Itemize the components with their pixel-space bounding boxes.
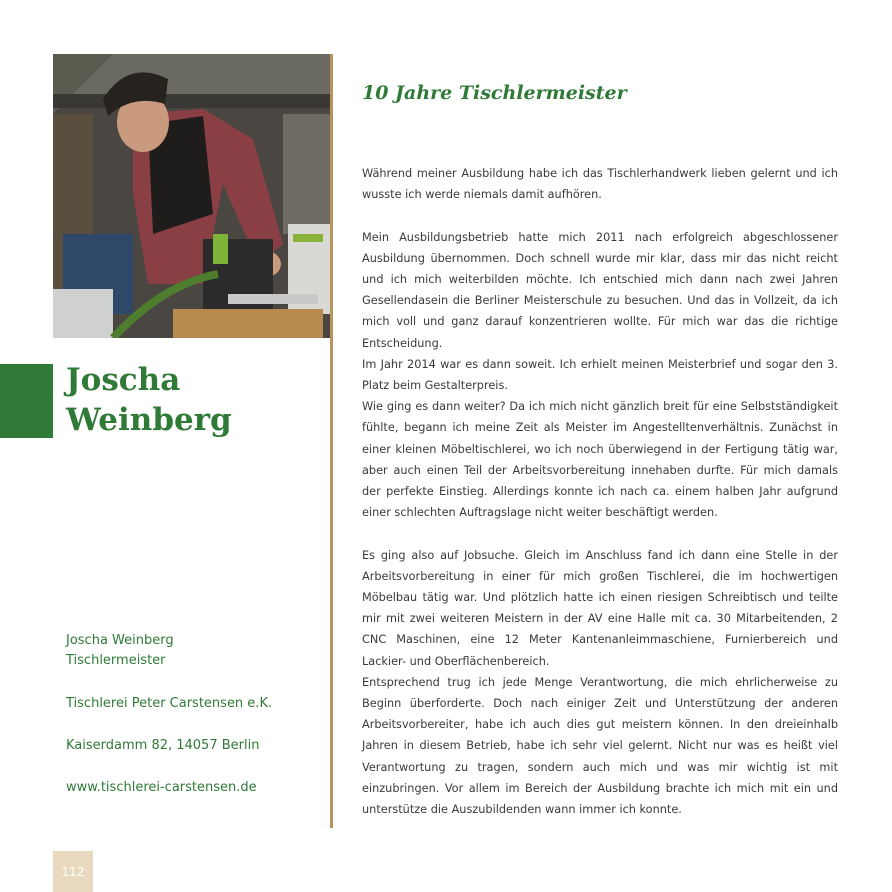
contact-name: Joscha Weinberg [66, 633, 174, 648]
page-number: 112 [53, 851, 93, 892]
contact-person [66, 631, 326, 671]
article-paragraph: Wie ging es dann weiter? Da ich mich nicht gänzlich breit für eine Selbstständigkeit fühlte, begann ich meine Zeit als Meister im Angestelltenverhältnis. Zunächst in einer kleinen Möbeltischlerei, wo ich noch überwiegend in der Fertigung tätig war, aber auch einen Teil der Arbeitsvorbereitung innehaben durfte. Für mich damals der perfekte Einstieg. Allerdings konnte ich nach ca. einem halben Jahr aufgrund einer schlechten Auftragslage nicht weiter beschäftigt werden. [362, 400, 838, 520]
portrait-photo [53, 54, 330, 338]
article-body [362, 163, 838, 820]
person-name [66, 360, 321, 440]
article-title: 10 Jahre Tischlermeister [362, 82, 627, 104]
photo-illustration [53, 54, 330, 338]
vertical-divider [330, 54, 333, 828]
article-paragraph: Während meiner Ausbildung habe ich das Tischlerhandwerk lieben gelernt und ich wusste ich werde niemals damit aufhören. [362, 167, 838, 202]
article-paragraph: Mein Ausbildungsbetrieb hatte mich 2011 nach erfolgreich abgeschlossener Ausbildung übernommen. Doch schnell wurde mir klar, dass mir das nicht reicht und ich mich weiterbilden möchte. Ich entschied mich dann nach zwei Jahren Gesellendasein die Berliner Meisterschule zu besuchen. Und das in Vollzeit, da ich mich voll und ganz darauf konzentrieren wollte. Für mich war das die richtige Entscheidung. [362, 230, 838, 350]
name-first: Joscha [66, 362, 181, 398]
article-paragraph: Es ging also auf Jobsuche. Gleich im Anschluss fand ich dann eine Stelle in der Arbeitsvorbereitung in einer für mich großen Tischlerei, die im hochwertigen Möbelbau tätig war. Und plötzlich hatte ich einen riesigen Schreibtisch und teilte mir mit zwei weiteren Meistern in der AV eine Halle mit ca. 30 Mitarbeitenden, 2 CNC Maschinen, eine 12 Meter Kantenanleimmaschiene, Furnierbereich und Lackier- und Oberflächenbereich. [362, 548, 838, 668]
company-name: Tischlerei Peter Carstensen e.K. [66, 696, 273, 711]
contact-address [66, 736, 326, 756]
article-paragraph: Im Jahr 2014 war es dann soweit. Ich erhielt meinen Meisterbrief und sogar den 3. Platz beim Gestalterpreis. [362, 357, 838, 393]
accent-block [0, 364, 53, 438]
contact-title: Tischlermeister [66, 653, 166, 668]
address-text: Kaiserdamm 82, 14057 Berlin [66, 738, 260, 753]
name-last: Weinberg [66, 402, 232, 438]
website-link[interactable]: www.tischlerei-carstensen.de [66, 780, 257, 795]
contact-website [66, 778, 326, 798]
contact-company [66, 694, 326, 714]
article-paragraph: Entsprechend trug ich jede Menge Verantwortung, die mich ehrlicherweise zu Beginn überforderte. Doch nach einiger Zeit und Unterstützung der anderen Arbeitsvorbereiter, habe ich auch dies gut meistern können. In den dreieinhalb Jahren in diesem Betrieb, habe ich sehr viel gelernt. Nicht nur was es heißt viel Verantwortung zu tragen, sondern auch mich und was mir wichtig ist mit einzubringen. Vor allem im Bereich der Ausbildung brachte ich mich mit ein und unterstütze die Auszubildenden wann immer ich konnte. [362, 675, 838, 817]
